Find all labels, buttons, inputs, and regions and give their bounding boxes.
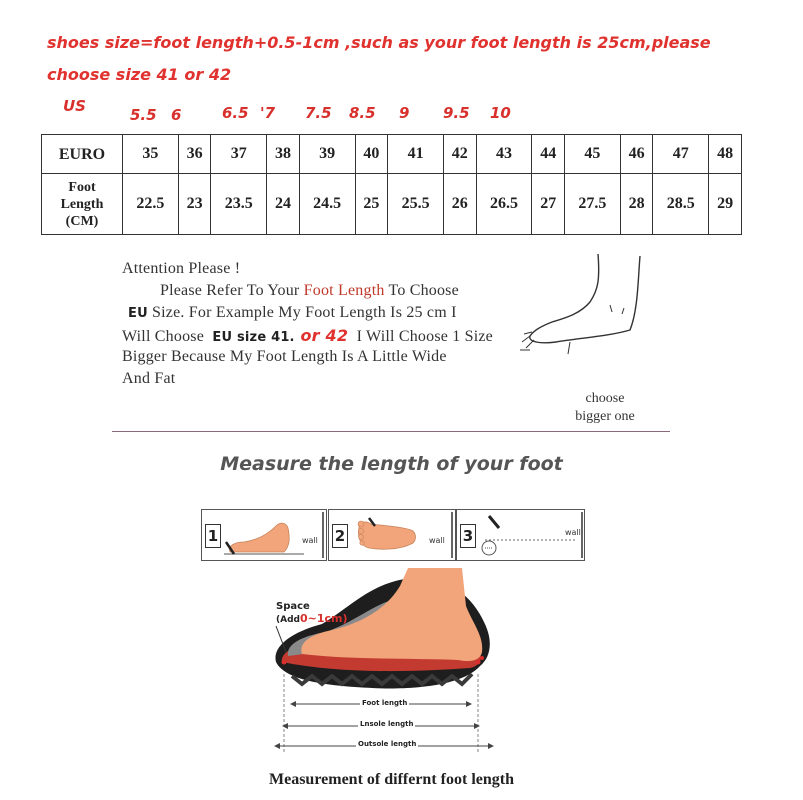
euro-label: EURO — [42, 135, 123, 174]
attention-line: Bigger Because My Foot Length Is A Little Wide — [122, 348, 447, 365]
us-size: 5.5 — [130, 106, 157, 124]
attention-line: And Fat — [122, 370, 176, 387]
foot-length-row — [42, 174, 742, 235]
us-size: 6 — [171, 106, 182, 124]
euro-size-cell: 41 — [388, 135, 444, 174]
attention-red: or 42 — [294, 326, 349, 345]
insole-length-label: Lnsole length — [360, 720, 414, 728]
us-size: 10 — [490, 104, 511, 122]
foot-length-cell: 25 — [355, 174, 388, 235]
attention-line — [160, 282, 459, 300]
euro-size-cell: 37 — [211, 135, 267, 174]
foot-length-cell: 28 — [620, 174, 653, 235]
euro-size-cell: 43 — [476, 135, 532, 174]
euro-size-cell: 36 — [178, 135, 211, 174]
attention-title: Attention Please ! — [122, 260, 241, 277]
euro-size-cell: 44 — [532, 135, 565, 174]
us-size: 6.5 — [222, 104, 249, 122]
outsole-length-label: Outsole length — [358, 740, 417, 748]
space-sub-text: (Add — [276, 615, 300, 625]
attention-bold: EU — [128, 306, 148, 321]
foot-length-cell: 27.5 — [565, 174, 621, 235]
foot-length-cell: 23 — [178, 174, 211, 235]
foot-side-icon — [224, 516, 304, 556]
wall-line — [451, 512, 453, 558]
foot-length-cell: 26 — [443, 174, 476, 235]
foot-length-label — [42, 174, 123, 235]
foot-length-cell: 25.5 — [388, 174, 444, 235]
foot-length-cell: 22.5 — [123, 174, 179, 235]
size-note-line1: shoes size=foot length+0.5-1cm ,such as your foot length is 25cm,please — [47, 33, 711, 52]
foot-length-cell: 24 — [267, 174, 300, 235]
us-size: 9.5 — [443, 104, 470, 122]
choose-bigger-line: bigger one — [575, 409, 635, 424]
step-number: 1 — [205, 524, 221, 548]
step-number: 3 — [460, 524, 476, 548]
euro-size-cell: 40 — [355, 135, 388, 174]
foot-top-icon — [351, 516, 429, 556]
euro-size-cell: 42 — [443, 135, 476, 174]
euro-row — [42, 135, 742, 174]
section-divider — [112, 431, 670, 432]
euro-size-cell: 38 — [267, 135, 300, 174]
euro-size-cell: 47 — [653, 135, 709, 174]
space-sub-red: 0~1cm) — [299, 612, 348, 625]
size-note-line2: choose size 41 or 42 — [47, 65, 232, 84]
attention-text: Size. For Example My Foot Length Is 25 cm I — [147, 304, 457, 321]
wall-line — [581, 512, 583, 558]
foot-length-cell: 23.5 — [211, 174, 267, 235]
attention-text: Please Refer To Your — [160, 282, 304, 299]
attention-line — [128, 304, 457, 322]
step-3-box — [456, 509, 585, 561]
attention-bold: EU size 41. — [212, 330, 295, 345]
euro-size-cell: 46 — [620, 135, 653, 174]
us-label: US — [63, 97, 86, 115]
step-1-box — [201, 509, 327, 561]
wall-label: wall — [565, 528, 581, 537]
size-chart-table — [41, 134, 742, 235]
us-size: 7.5 — [305, 104, 332, 122]
choose-bigger-line: choose — [585, 391, 625, 406]
attention-text: Will Choose — [122, 328, 204, 345]
us-size: 8.5 — [349, 104, 376, 122]
foot-length-cell: 24.5 — [299, 174, 355, 235]
euro-size-cell: 48 — [709, 135, 742, 174]
attention-text: I Will Choose 1 Size — [352, 328, 493, 345]
wall-label: wall — [429, 536, 445, 545]
diagram-caption: Measurement of differnt foot length — [269, 771, 514, 788]
space-label: Space — [276, 601, 310, 612]
foot-length-label-line: Length — [60, 196, 104, 212]
attention-line — [122, 326, 493, 346]
foot-length-cell: 26.5 — [476, 174, 532, 235]
foot-length-label-line: (CM) — [65, 213, 99, 229]
euro-size-cell: 35 — [123, 135, 179, 174]
foot-length-label: Foot length — [362, 699, 408, 707]
choose-bigger-note — [570, 390, 640, 426]
step-2-box — [328, 509, 456, 561]
euro-size-cell: 45 — [565, 135, 621, 174]
foot-length-cell: 28.5 — [653, 174, 709, 235]
attention-text: To Choose — [384, 282, 459, 299]
wall-line — [322, 512, 324, 558]
us-size: 9 — [399, 104, 410, 122]
attention-highlight: Foot Length — [303, 282, 385, 299]
us-size: '7 — [260, 104, 276, 122]
step-number: 2 — [332, 524, 348, 548]
measure-title: Measure the length of your foot — [220, 453, 563, 475]
space-sub-label — [276, 612, 348, 625]
foot-length-cell: 29 — [709, 174, 742, 235]
foot-sketch-illustration — [520, 250, 650, 365]
foot-length-cell: 27 — [532, 174, 565, 235]
wall-label: wall — [302, 536, 318, 545]
foot-length-label-line: Foot — [68, 179, 96, 195]
euro-size-cell: 39 — [299, 135, 355, 174]
